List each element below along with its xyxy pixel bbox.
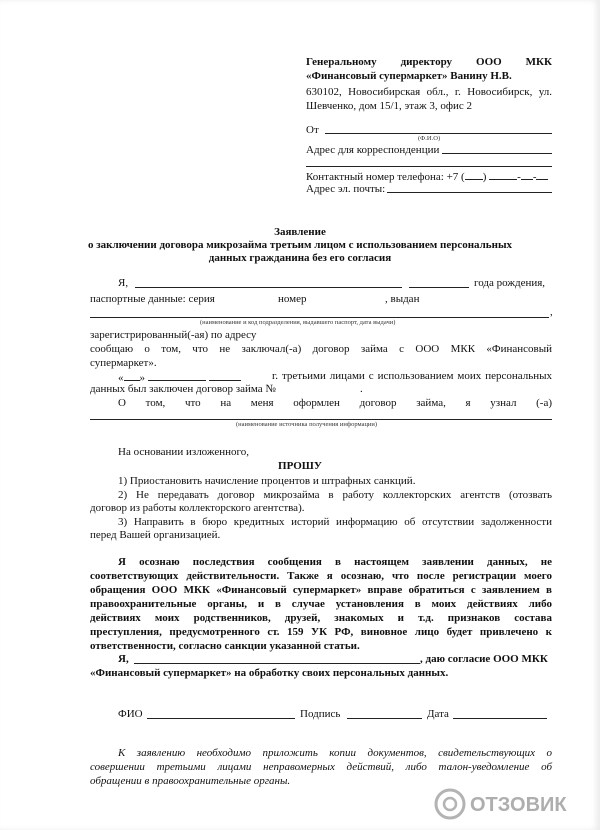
- contract-period: .: [360, 383, 363, 395]
- request-item-1: 1) Приостановить начисление процентов и штрафных санкций.: [118, 475, 416, 487]
- watermark-text: ОТЗОВИК: [470, 794, 567, 816]
- issuer-line[interactable]: [90, 317, 549, 318]
- corr-address-label: Адрес для корреспонденции: [306, 144, 440, 156]
- addressee-line1: Генеральному директору ООО МКК: [306, 56, 552, 68]
- phone-sep1: ): [482, 171, 487, 183]
- third-parties-text: г. третьими лицами с использованием моих персональных: [272, 370, 552, 382]
- agree-name-line[interactable]: [134, 663, 420, 664]
- consent-line-2: соответствующих действительности. Также я осознаю, что после регистрации моего: [90, 570, 552, 582]
- note-line-3: обращении в правоохранительные органы.: [90, 775, 291, 787]
- document-title: Заявление: [274, 226, 326, 238]
- document-subtitle-1: о заключении договора микрозайма третьим лицом с использованием персональных: [87, 239, 513, 251]
- phone-sep2: -: [517, 171, 521, 183]
- agree-suffix: , даю согласие ООО МКК: [420, 653, 548, 665]
- fio-line[interactable]: [147, 718, 295, 719]
- source-line[interactable]: [90, 419, 552, 420]
- source-hint: (наименование источника получения информации): [236, 421, 378, 428]
- from-label: От: [306, 124, 319, 136]
- month-field[interactable]: [148, 369, 206, 381]
- fio-hint: (Ф.И.О): [418, 135, 441, 142]
- agree-prefix: Я,: [118, 653, 129, 665]
- basis-text: На основании изложенного,: [118, 446, 250, 458]
- day-field[interactable]: [124, 369, 140, 381]
- consent-line-7: ответственности, согласно санкции указанной статьи.: [90, 640, 360, 652]
- request-heading: ПРОШУ: [278, 460, 322, 472]
- phone-part3-field[interactable]: [536, 168, 548, 180]
- address-line2: Шевченко, дом 15/1, этаж 3, офис 2: [306, 100, 473, 112]
- document-subtitle-2: данных гражданина без его согласия: [208, 252, 392, 264]
- note-line-1: К заявлению необходимо приложить копии документов, свидетельствующих о: [118, 747, 552, 759]
- learned-text: О том, что на меня оформлен договор займа, я узнал (-а): [118, 397, 552, 409]
- consent-line-4: правоохранительные органы, и в случае установления в моих действиях либо: [90, 598, 552, 610]
- consent-line-1: Я осознаю последствия сообщения в настоящем заявлении данных, не: [118, 556, 552, 568]
- request-item-3-line1: 3) Направить в бюро кредитных историй информацию об отсутствии задолженности: [118, 516, 552, 528]
- date-quote-open: «: [118, 372, 124, 384]
- birth-year-label: года рождения,: [474, 277, 546, 289]
- otzovik-logo-icon: [432, 786, 592, 822]
- corr-address-line2[interactable]: [306, 166, 552, 167]
- email-label: Адрес эл. почты:: [306, 183, 386, 195]
- email-line[interactable]: [387, 192, 552, 193]
- issuer-comma: ,: [550, 306, 553, 318]
- agree-line2: «Финансовый супермаркет» на обработку своих персональных данных.: [90, 667, 449, 679]
- fio-label: ФИО: [118, 708, 143, 720]
- consent-line-3: обращения ООО МКК «Финансовый супермаркет» вправе обратиться с заявлением в: [90, 584, 552, 596]
- phone-label: Контактный номер телефона: +7 (: [306, 171, 465, 183]
- phone-part1-field[interactable]: [489, 168, 517, 180]
- from-field-line[interactable]: [325, 133, 552, 134]
- year-field[interactable]: [209, 369, 241, 381]
- request-item-2-line1: 2) Не передавать договор микрозайма в работу коллекторских агентств (отозвать: [118, 489, 552, 501]
- phone-part2-field[interactable]: [521, 168, 533, 180]
- consent-line-6: преступления, предусмотренного ст. 159 УК РФ, виновное лицо будет привлечено к: [90, 626, 552, 638]
- issuer-hint: (наименование и код подразделения, выдавшего паспорт, дата выдачи): [200, 319, 396, 326]
- note-line-2: совершении третьими лицами неправомерных действий, либо талон-уведомление об: [90, 761, 552, 773]
- date-label: Дата: [427, 708, 449, 720]
- full-name-line[interactable]: [135, 287, 402, 288]
- otzovik-watermark: [432, 786, 592, 822]
- birth-year-line[interactable]: [409, 287, 469, 288]
- contract-no-label: данных был заключен договор займа №: [90, 383, 276, 395]
- date-quote-close: »: [139, 372, 145, 384]
- registered-label: зарегистрированный(-ая) по адресу: [90, 329, 257, 341]
- addressee-line2: «Финансовый супермаркет» Ванину Н.В.: [306, 70, 512, 82]
- sign-line[interactable]: [347, 718, 422, 719]
- phone-code-field[interactable]: [465, 168, 483, 180]
- address-line1: 630102, Новосибирская обл., г. Новосибирск, ул.: [306, 86, 552, 98]
- issued-label: , выдан: [385, 293, 420, 305]
- request-item-3-line2: перед Вашей организацией.: [90, 529, 221, 541]
- info-line2: супермаркет».: [90, 357, 157, 369]
- consent-line-5: действиях моих родственников, друзей, знакомых и т.д. признаков состава: [90, 612, 552, 624]
- passport-label: паспортные данные: серия: [90, 293, 215, 305]
- number-label: номер: [278, 293, 307, 305]
- phone-sep3: -: [532, 171, 537, 183]
- sign-label: Подпись: [300, 708, 341, 720]
- i-prefix: Я,: [118, 277, 129, 289]
- date-line[interactable]: [453, 718, 547, 719]
- corr-address-line[interactable]: [442, 153, 552, 154]
- request-item-2-line2: договор из работы коллекторского агентства).: [90, 502, 305, 514]
- info-line1: сообщаю о том, что не заключал(-а) договор займа с ООО МКК «Финансовый: [90, 343, 552, 355]
